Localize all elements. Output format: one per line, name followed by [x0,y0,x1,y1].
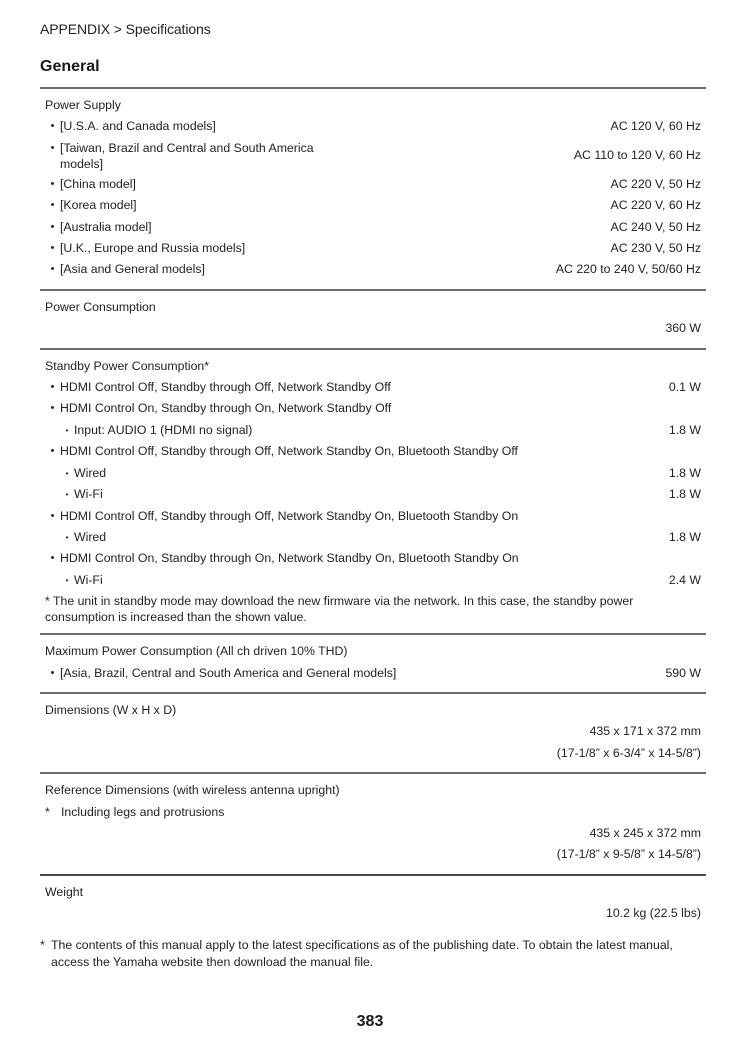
bullet-icon: • [50,381,55,394]
footnote-text: The contents of this manual apply to the latest specifications as of the publishing date. To obtain the latest manual, access the Yamaha website then download the manual file. [51,938,673,969]
asterisk-marker: * [45,804,50,819]
model-label: [China model] [60,176,136,191]
spec-value: AC 110 to 120 V, 60 Hz [573,148,701,163]
reference-dimensions-label: Reference Dimensions (with wireless antenna upright) [45,783,340,798]
spec-row [45,506,701,527]
bullet-icon: • [50,666,55,679]
bullet-icon: • [50,402,55,415]
spec-value: AC 220 V, 50 Hz [610,176,701,191]
weight-value: 10.2 kg (22.5 lbs) [605,906,701,921]
reference-dimensions-imperial: (17-1/8” x 9-5/8” x 14-5/8”) [556,847,701,862]
bullet-icon: • [50,220,55,233]
spec-table [40,87,706,933]
condition-label: HDMI Control Off, Standby through Off, Network Standby Off [60,380,391,395]
note-text: Including legs and protrusions [61,804,225,819]
spec-value: 1.8 W [668,465,701,480]
spec-value: AC 230 V, 50 Hz [610,241,701,256]
bullet-icon: • [50,509,55,522]
spec-row [45,217,701,238]
model-label: [Asia and General models] [60,262,205,277]
max-power-label: Maximum Power Consumption (All ch driven 10% THD) [45,644,348,659]
condition-label: HDMI Control Off, Standby through Off, Network Standby On, Bluetooth Standby Off [60,444,518,459]
model-label: [Korea model] [60,198,137,213]
model-label: [Taiwan, Brazil and Central and South America models] [60,140,314,171]
spec-row [45,377,701,398]
power-supply-label: Power Supply [45,98,121,112]
max-power-block [40,633,706,692]
power-consumption-label: Power Consumption [45,299,156,314]
spec-row [45,484,701,505]
power-supply-block [40,87,706,289]
bullet-icon: • [50,177,55,190]
asterisk-marker: * [40,938,45,952]
spec-row [45,174,701,195]
sub-bullet-icon: • [65,425,69,435]
spec-value: 1.8 W [668,422,701,437]
spec-value: AC 220 V, 60 Hz [610,198,701,213]
reference-dimensions-metric: 435 x 245 x 372 mm [589,825,701,840]
bullet-icon: • [50,263,55,276]
spec-value: 2.4 W [668,572,701,587]
dimensions-block [40,692,706,772]
spec-row [45,195,701,216]
condition-label: HDMI Control Off, Standby through Off, Network Standby On, Bluetooth Standby On [60,508,519,523]
standby-power-label: Standby Power Consumption* [45,358,210,373]
spec-value: 590 W [665,665,701,680]
standby-power-block [40,348,706,633]
standby-note: * The unit in standby mode may download the new firmware via the network. In this case, the standby power consumption is increased than the shown value. [45,594,634,625]
page-number: 383 [356,1013,384,1030]
sub-bullet-icon: • [65,468,69,478]
bullet-icon: • [50,445,55,458]
spec-row [45,420,701,441]
reference-dimensions-note [45,802,701,823]
manual-footnote [40,937,710,970]
spec-row [45,441,701,462]
spec-row [45,663,701,684]
condition-label: Wired [74,529,107,544]
bullet-icon: • [50,141,55,154]
spec-row [45,570,701,591]
power-consumption-block [40,289,706,348]
condition-label: Input: AUDIO 1 (HDMI no signal) [74,422,253,437]
model-label: [U.K., Europe and Russia models] [60,241,246,256]
spec-row [45,116,701,137]
condition-label: HDMI Control On, Standby through On, Network Standby Off [60,401,392,416]
bullet-icon: • [50,120,55,133]
reference-dimensions-block [40,772,706,874]
dimensions-metric: 435 x 171 x 372 mm [589,724,701,739]
power-consumption-value: 360 W [665,321,701,336]
spec-value: 0.1 W [668,380,701,395]
spec-value: 1.8 W [668,529,701,544]
sub-bullet-icon: • [65,490,69,500]
spec-value: AC 220 to 240 V, 50/60 Hz [555,262,701,277]
dimensions-label: Dimensions (W x H x D) [45,702,177,717]
sub-bullet-icon: • [65,532,69,542]
spec-row [45,463,701,484]
model-label: [Australia model] [60,219,152,234]
spec-row [45,548,701,569]
spec-row [45,259,701,280]
spec-row [45,238,701,259]
model-label: [Asia, Brazil, Central and South America and General models] [60,665,397,680]
sub-bullet-icon: • [65,575,69,585]
condition-label: HDMI Control On, Standby through On, Network Standby On, Bluetooth Standby On [60,551,519,566]
condition-label: Wi-Fi [74,487,103,502]
dimensions-imperial: (17-1/8” x 6-3/4” x 14-5/8”) [556,745,701,760]
bullet-icon: • [50,199,55,212]
spec-value: 1.8 W [668,487,701,502]
spec-row [45,138,701,174]
spec-value: AC 120 V, 60 Hz [610,119,701,134]
condition-label: Wi-Fi [74,572,103,587]
bullet-icon: • [50,242,55,255]
model-label: [U.S.A. and Canada models] [60,119,216,134]
spec-row [45,527,701,548]
breadcrumb: APPENDIX > Specifications [40,21,211,37]
spec-value: AC 240 V, 50 Hz [610,219,701,234]
section-title: General [40,58,100,75]
condition-label: Wired [74,465,107,480]
weight-block [40,874,706,933]
bullet-icon: • [50,552,55,565]
spec-row [45,398,701,419]
weight-label: Weight [45,884,84,899]
